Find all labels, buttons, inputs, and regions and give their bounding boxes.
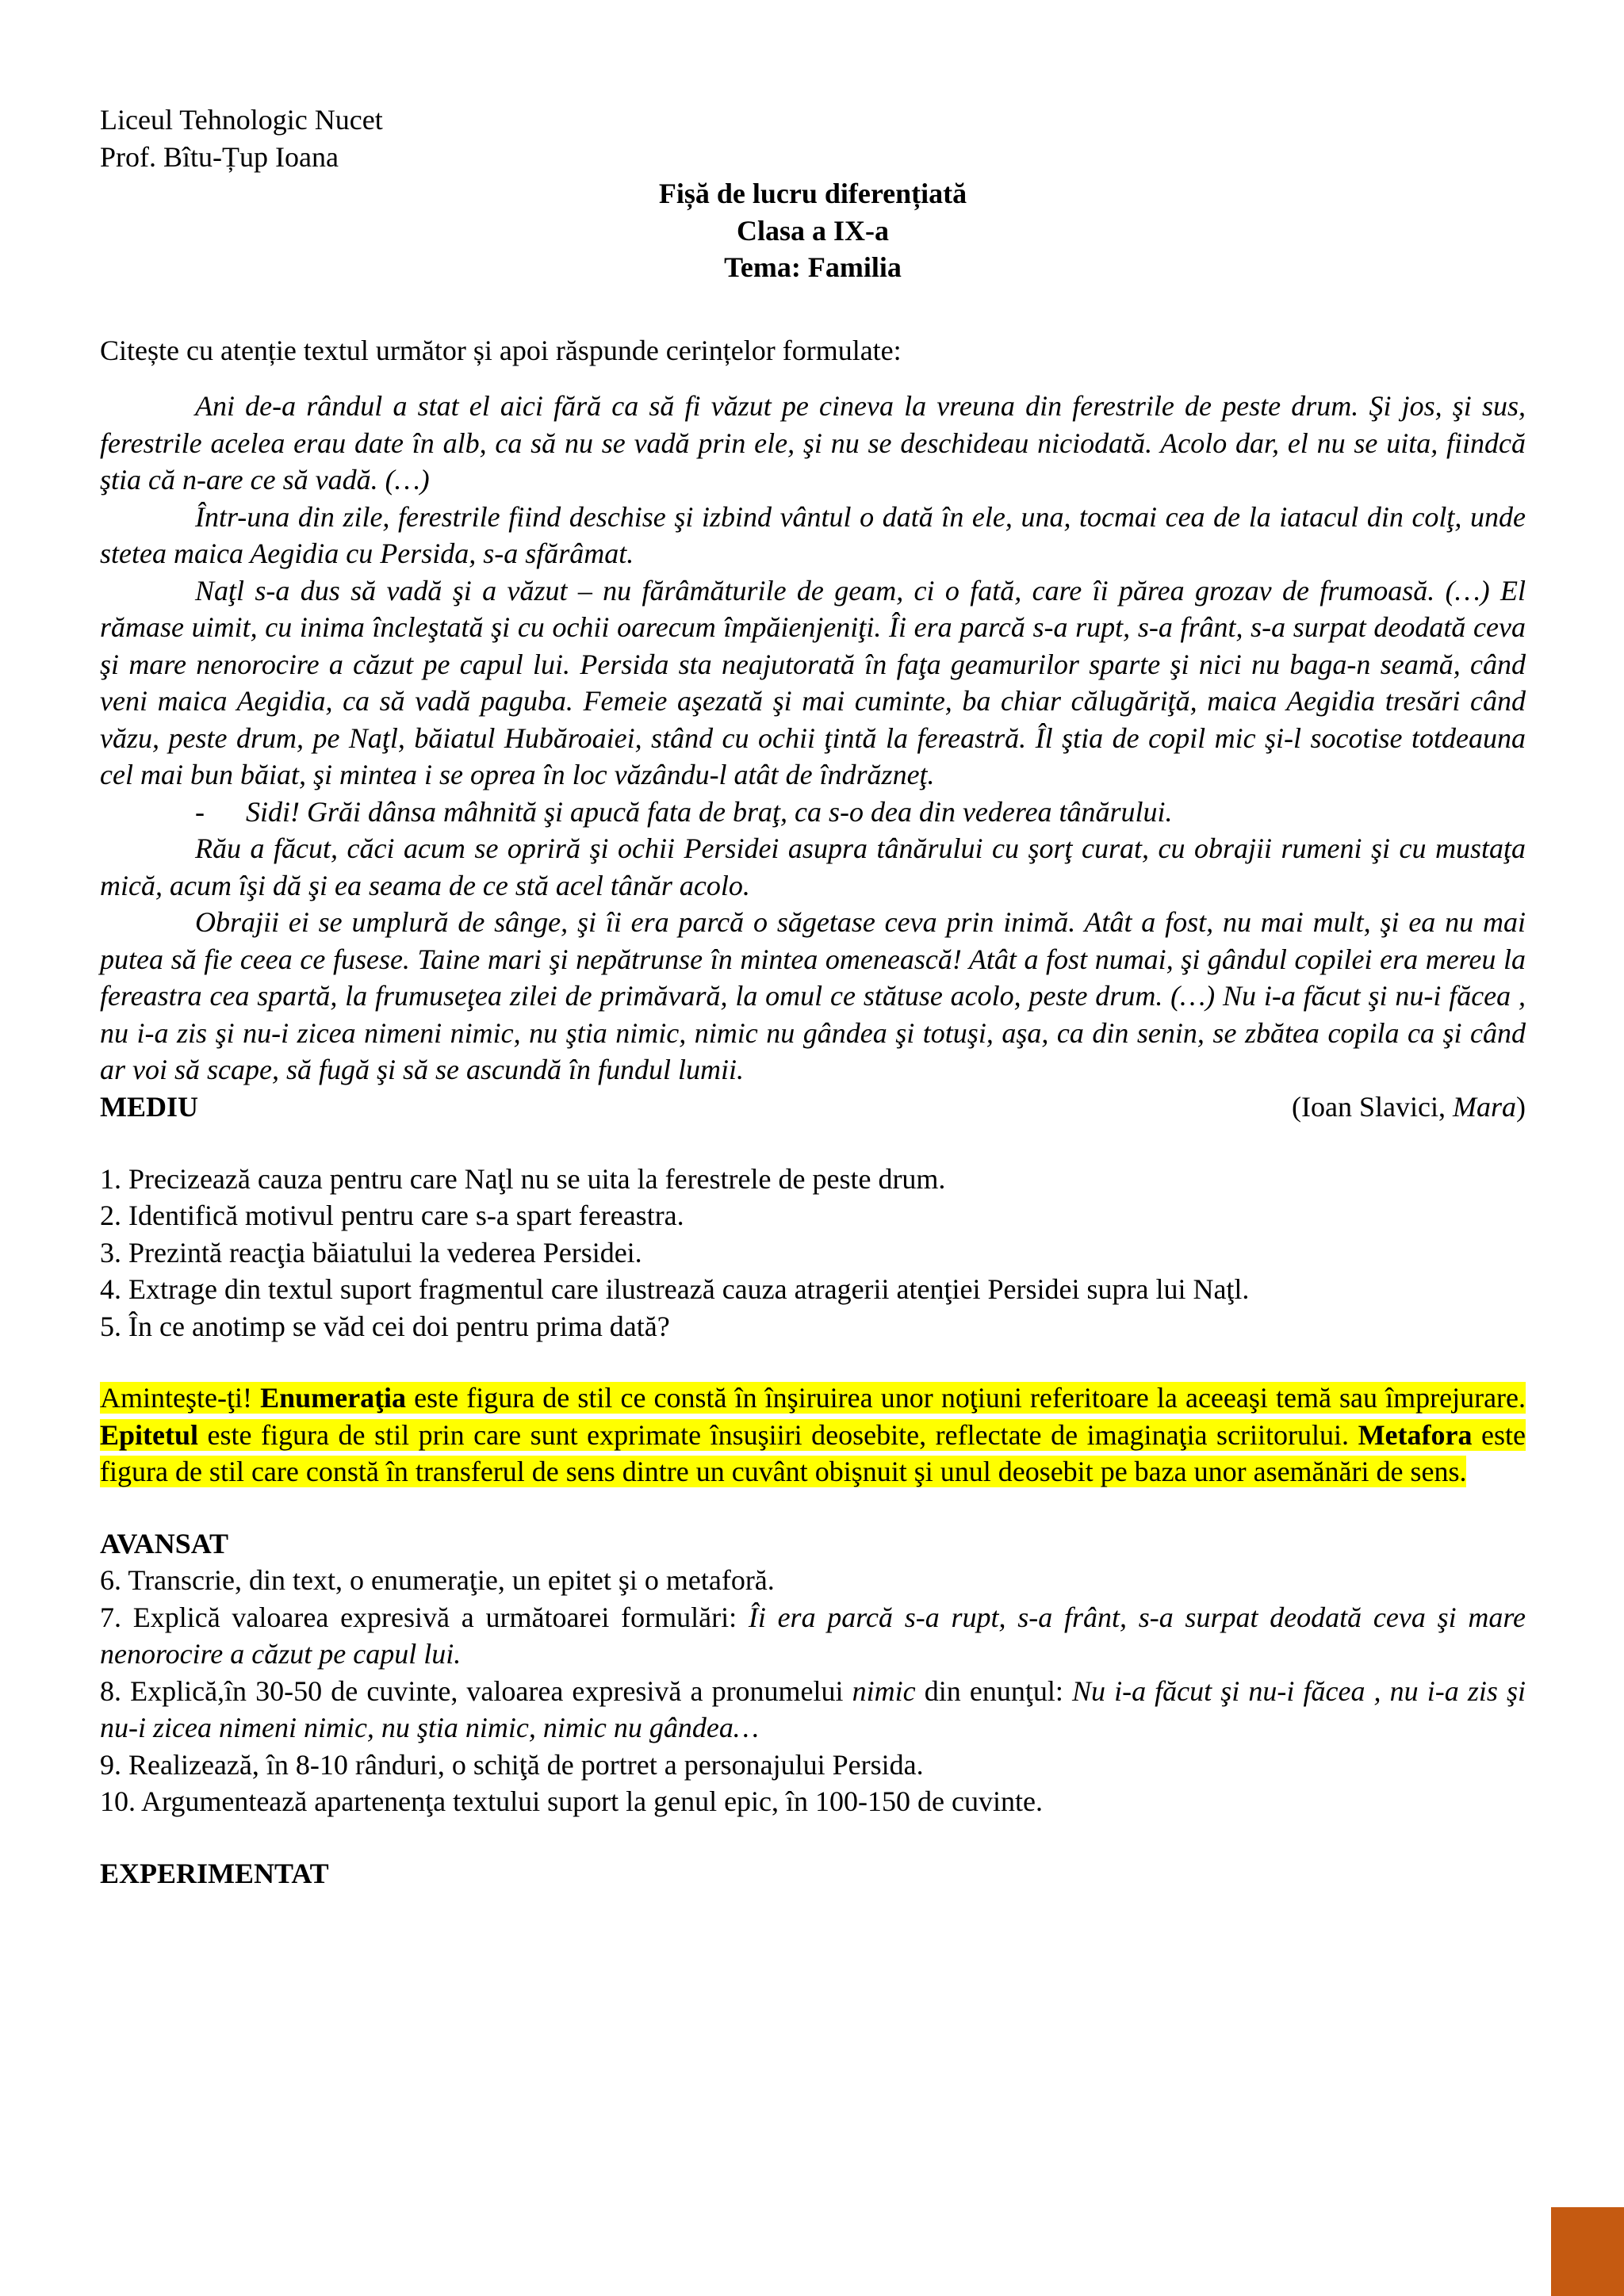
reminder-intro: Aminteşte-ţi! xyxy=(100,1382,261,1414)
passage-paragraph: Într-una din zile, ferestrile fiind deschise şi izbind vântul o dată în ele, una, tocmai cea de la iatacul din colţ, unde stetea maica Aegidia cu Persida, s-a sfărâmat. xyxy=(100,500,1526,569)
term-metafora: Metafora xyxy=(1358,1418,1473,1451)
literary-passage xyxy=(100,388,1526,1125)
question-item: 9. Realizează, în 8-10 rânduri, o schiţă de portret a personajului Persida. xyxy=(100,1748,924,1781)
worksheet-page xyxy=(100,101,1526,1892)
reminder-box xyxy=(100,1380,1526,1490)
citation-work: Mara xyxy=(1453,1090,1516,1123)
worksheet-title: Fișă de lucru diferențiată xyxy=(658,178,967,209)
question-item: 3. Prezintă reacţia băiatului la vederea Persidei. xyxy=(100,1236,642,1269)
passage-paragraph: Ani de-a rândul a stat el aici fără ca să fi văzut pe cineva la vreuna din ferestrile de peste drum. Şi jos, şi sus, ferestrile acelea erau date în alb, ca să nu se vadă prin ele, şi nu se deschideau niciodată. Acolo dar, el nu se uita, fiindcă ştia că n-are ce să vadă. (…) xyxy=(100,390,1526,496)
question-item xyxy=(100,1599,1526,1673)
avansat-questions xyxy=(100,1562,1526,1820)
question-keyword: nimic xyxy=(852,1674,916,1707)
theme-label: Tema: Familia xyxy=(724,251,902,283)
dialogue-line xyxy=(100,794,1526,831)
school-name: Liceul Tehnologic Nucet xyxy=(100,104,383,136)
section-heading-avansat: AVANSAT xyxy=(100,1527,229,1559)
question-item: 2. Identifică motivul pentru care s-a spart fereastra. xyxy=(100,1200,684,1231)
class-label: Clasa a IX-a xyxy=(736,214,889,247)
dialogue-text: Sidi! Grăi dânsa mâhnită şi apucă fata de braţ, ca s-o dea din vederea tânărului. xyxy=(246,795,1173,828)
passage-paragraph: Rău a făcut, căci acum se opriră şi ochii Persidei asupra tânărului cu şorţ curat, cu obrajii rumeni şi cu mustaţa mică, acum îşi dă şi ea seama de ce stă acel tânăr acolo. xyxy=(100,832,1526,901)
definition-metafora: este figura de stil care constă în transferul de sens dintre un cuvânt obişnuit şi unul deosebit pe baza unor asemănări de sens. xyxy=(100,1418,1526,1487)
passage-paragraph: Naţl s-a dus să vadă şi a văzut – nu fărâmăturile de geam, ci o fată, care îi părea grozav de frumoasă. (…) El rămase uimit, cu inima încleştată şi cu ochii oarecum împăienjeniţi. Îi era parcă s-a rupt, s-a frânt, s-a surpat deodată ceva şi mare nenorocire a căzut pe capul lui. Persida sta neajutorată în faţa geamurilor sparte şi nici nu baga-n seamă, când veni maica Aegidia, ca să vadă paguba. Femeie aşezată şi mai cuminte, ba chiar călugăriţă, maica Aegidia tresări când văzu, peste drum, pe Naţl, băiatul Hubăroaiei, stând cu ochii ţintă la fereastră. Îl ştia de copil mic şi-l socotise totdeauna cel mai bun băiat, şi mintea i se oprea în loc văzându-l atât de îndrăzneţ. xyxy=(100,574,1526,790)
section-heading-experimentat: EXPERIMENTAT xyxy=(100,1857,329,1889)
term-epitetul: Epitetul xyxy=(100,1418,199,1451)
mediu-questions xyxy=(100,1161,1526,1345)
question-text: din enunţul: xyxy=(915,1674,1072,1707)
question-item: 4. Extrage din textul suport fragmentul care ilustrează cauza atragerii atenţiei Persidei supra lui Naţl. xyxy=(100,1273,1250,1305)
question-item: 6. Transcrie, din text, o enumeraţie, un epitet şi o metaforă. xyxy=(100,1564,775,1596)
question-item xyxy=(100,1673,1526,1747)
question-item: 1. Precizează cauza pentru care Naţl nu se uita la ferestrele de peste drum. xyxy=(100,1162,946,1195)
term-enumeratia: Enumeraţia xyxy=(260,1382,407,1414)
question-quote: Îi era parcă s-a rupt, s-a frânt, s-a surpat deodată ceva şi mare nenorocire a căzut pe capul lui. xyxy=(100,1601,1526,1670)
question-quote: Nu i-a făcut şi nu-i făcea , nu i-a zis şi nu-i zicea nimeni nimic, nu ştia nimic, nimic nu gândea… xyxy=(100,1674,1526,1743)
dialogue-dash: - xyxy=(195,795,205,828)
citation-author: (Ioan Slavici, xyxy=(1292,1090,1453,1123)
citation-close: ) xyxy=(1516,1090,1526,1123)
page-corner-block xyxy=(1551,2207,1624,2296)
passage-paragraph: Obrajii ei se umplură de sânge, şi îi era parcă o săgetase ceva prin inimă. Atât a fost, nu mai mult, şi ea nu mai putea să fie ceea ce fusese. Taine mari şi nepătrunse în mintea omenească! Atât a fost numai, şi gândul copilei era mereu la fereastra cea spartă, la frumuseţea zilei de primăvară, la omul ce stătuse acolo, peste drum. (…) Nu i-a făcut şi nu-i făcea , nu i-a zis şi nu-i zicea nimeni nimic, nu ştia nimic, nimic nu gândea şi totuşi, aşa, ca din senin, se zbătea copila ca şi când ar voi să scape, să fugă şi să se ascundă în fundul lumii. xyxy=(100,906,1526,1085)
question-text: 7. Explică valoarea expresivă a următoarei formulări: xyxy=(100,1601,749,1633)
teacher-name: Prof. Bîtu-Țup Ioana xyxy=(100,140,339,173)
definition-epitetul: este figura de stil prin care sunt exprimate însuşiiri deosebite, reflectate de imaginaţia scriitorului. xyxy=(198,1418,1358,1451)
question-text: 8. Explică,în 30-50 de cuvinte, valoarea expresivă a pronumelui xyxy=(100,1674,852,1707)
question-item: 10. Argumentează apartenenţa textului suport la genul epic, în 100-150 de cuvinte. xyxy=(100,1785,1043,1817)
instruction: Citește cu atenție textul următor și apoi răspunde cerințelor formulate: xyxy=(100,334,902,366)
definition-enumeratia: este figura de stil ce constă în înşiruirea unor noţiuni referitoare la aceeaşi temă sau împrejurare. xyxy=(406,1382,1526,1414)
question-item: 5. În ce anotimp se văd cei doi pentru prima dată? xyxy=(100,1310,670,1342)
section-heading-mediu: MEDIU xyxy=(100,1091,198,1123)
